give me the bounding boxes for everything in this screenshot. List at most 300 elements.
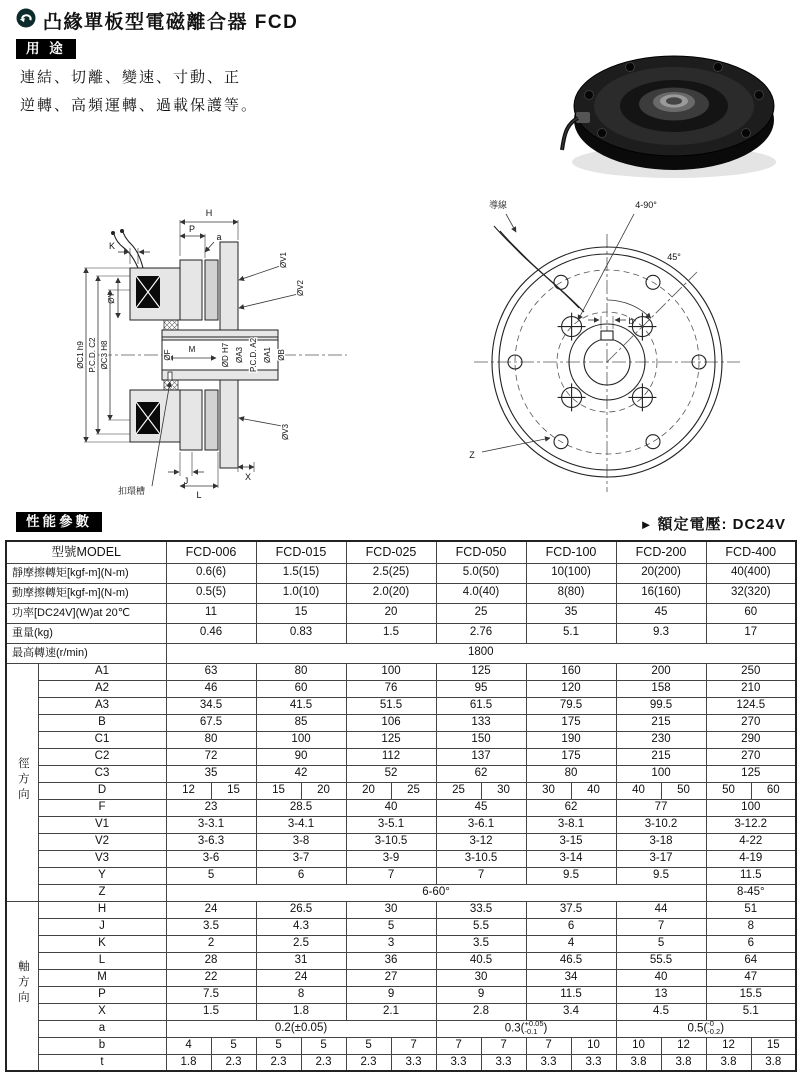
dimension-letter: b <box>38 1037 166 1054</box>
dimension-value: 46.5 <box>526 952 616 969</box>
dimension-row <box>6 884 796 901</box>
dimension-value: 3.3 <box>436 1054 481 1071</box>
dim-A1: ØA1 <box>263 346 272 364</box>
dimension-value: 50 <box>706 782 751 799</box>
dimension-value: 1.8 <box>256 1003 346 1020</box>
dim-A2: P.C.D. A2 <box>249 337 258 373</box>
dimension-row <box>6 697 796 714</box>
spec-value: 20 <box>346 603 436 623</box>
spec-row <box>6 583 796 603</box>
dim-C3: ØC3 H8 <box>100 340 109 370</box>
dimension-value: 100 <box>706 799 796 816</box>
table-header-row <box>6 541 796 563</box>
model-name: FCD-200 <box>616 541 706 563</box>
dimension-value: 2.5 <box>256 935 346 952</box>
spec-value: 1.5 <box>346 623 436 643</box>
dimension-row <box>6 833 796 850</box>
dimension-letter: F <box>38 799 166 816</box>
dimension-value: 9.5 <box>526 867 616 884</box>
dimension-value: 5 <box>301 1037 346 1054</box>
dimension-value: 30 <box>346 901 436 918</box>
dimension-value: 60 <box>751 782 796 799</box>
dim-A3: ØA3 <box>235 346 244 364</box>
dim-a: a <box>216 232 222 242</box>
dimension-letter: C2 <box>38 748 166 765</box>
dimension-value: 3-17 <box>616 850 706 867</box>
dimension-value: 7 <box>436 1037 481 1054</box>
dimension-value: 3.5 <box>436 935 526 952</box>
dimension-value: 51 <box>706 901 796 918</box>
dim-C1: ØC1 h9 <box>76 341 85 369</box>
dimension-value: 5 <box>346 918 436 935</box>
dimension-value: 3-15 <box>526 833 616 850</box>
dimension-value: 3.4 <box>526 1003 616 1020</box>
usage-line-2: 逆轉、高頻運轉、過載保護等。 <box>20 97 259 114</box>
dimension-row <box>6 918 796 935</box>
dimension-value: 7 <box>436 867 526 884</box>
spec-row <box>6 643 796 663</box>
dimension-value: 0.5( -0 -0.2 ) <box>616 1020 796 1037</box>
spec-value: 0.83 <box>256 623 346 643</box>
spec-row-label: 功率[DC24V](W)at 20℃ <box>6 603 166 623</box>
page-header <box>16 7 298 34</box>
spec-value: 60 <box>706 603 796 623</box>
dimension-value: 3.8 <box>751 1054 796 1071</box>
dimension-value: 270 <box>706 748 796 765</box>
dimension-value: 3-5.1 <box>346 816 436 833</box>
dimension-value: 3-3.1 <box>166 816 256 833</box>
dim-C2: P.C.D. C2 <box>88 337 97 373</box>
angle-45-label: 45° <box>667 252 681 262</box>
dimension-value: 4.3 <box>256 918 346 935</box>
dimension-row <box>6 765 796 782</box>
snap-ring-label: 扣環槽 <box>118 486 146 496</box>
dimension-value: 215 <box>616 714 706 731</box>
dimension-letter: V2 <box>38 833 166 850</box>
rated-voltage-text: 額定電壓: DC24V <box>657 516 786 533</box>
dimension-value: 210 <box>706 680 796 697</box>
dimension-value: 175 <box>526 714 616 731</box>
dimension-value: 34 <box>526 969 616 986</box>
dimension-letter: M <box>38 969 166 986</box>
spec-value: 0.6(6) <box>166 563 256 583</box>
dimension-value: 3.5 <box>166 918 256 935</box>
dimension-value: 3.3 <box>481 1054 526 1071</box>
dimension-value: 20 <box>301 782 346 799</box>
dim-V1: ØV1 <box>279 251 288 269</box>
dimension-value: 31 <box>256 952 346 969</box>
dimension-value: 79.5 <box>526 697 616 714</box>
dimension-value: 0.3( +0.05 -0.1 ) <box>436 1020 616 1037</box>
dimension-value: 175 <box>526 748 616 765</box>
dimension-value: 30 <box>436 969 526 986</box>
dimension-value: 95 <box>436 680 526 697</box>
dim-K: K <box>108 241 116 251</box>
dimension-value: 3.8 <box>661 1054 706 1071</box>
dimension-value: 0.2(±0.05) <box>166 1020 436 1037</box>
dimension-value: 2.8 <box>436 1003 526 1020</box>
dim-b: b <box>628 316 634 326</box>
model-name: FCD-400 <box>706 541 796 563</box>
spec-value: 15 <box>256 603 346 623</box>
dimension-letter: C3 <box>38 765 166 782</box>
spec-value: 2.5(25) <box>346 563 436 583</box>
dimension-value: 72 <box>166 748 256 765</box>
page-title: 凸緣單板型電磁離合器 FCD <box>43 12 299 33</box>
dimension-value: 3-7 <box>256 850 346 867</box>
dimension-value: 3-6.1 <box>436 816 526 833</box>
spec-value: 2.76 <box>436 623 526 643</box>
dimension-value: 80 <box>166 731 256 748</box>
model-name: FCD-100 <box>526 541 616 563</box>
dimension-value: 4-22 <box>706 833 796 850</box>
dimension-value: 63 <box>166 663 256 680</box>
dimension-row <box>6 1054 796 1071</box>
dimension-value: 25 <box>436 782 481 799</box>
dimension-row <box>6 1020 796 1037</box>
dimension-row <box>6 748 796 765</box>
dimension-value: 22 <box>166 969 256 986</box>
dimension-row <box>6 714 796 731</box>
dimension-value: 33.5 <box>436 901 526 918</box>
dimension-row <box>6 986 796 1003</box>
dimension-value: 150 <box>436 731 526 748</box>
spec-value: 16(160) <box>616 583 706 603</box>
dimension-value: 2.3 <box>346 1054 391 1071</box>
dimension-value: 3.3 <box>391 1054 436 1071</box>
dimension-value: 6 <box>256 867 346 884</box>
dimension-value: 47 <box>706 969 796 986</box>
dimension-value: 7 <box>346 867 436 884</box>
spec-value: 0.46 <box>166 623 256 643</box>
dimension-value: 7 <box>616 918 706 935</box>
dimension-value: 80 <box>256 663 346 680</box>
dimension-value: 52 <box>346 765 436 782</box>
dim-L: L <box>196 490 202 500</box>
dimension-value: 215 <box>616 748 706 765</box>
spec-value: 35 <box>526 603 616 623</box>
dimension-value: 100 <box>256 731 346 748</box>
dimension-value: 90 <box>256 748 346 765</box>
dimension-row <box>6 663 796 680</box>
dimension-letter: Z <box>38 884 166 901</box>
dimension-value: 160 <box>526 663 616 680</box>
spec-table <box>5 540 797 1072</box>
dim-V2: ØV2 <box>296 279 305 297</box>
dimension-value: 106 <box>346 714 436 731</box>
wire-terminal <box>576 112 590 123</box>
spec-value: 5.1 <box>526 623 616 643</box>
dimension-value: 7 <box>481 1037 526 1054</box>
dimension-value: 7.5 <box>166 986 256 1003</box>
dimension-value: 67.5 <box>166 714 256 731</box>
dimension-letter: D <box>38 782 166 799</box>
dimension-value: 2.3 <box>256 1054 301 1071</box>
model-name: FCD-006 <box>166 541 256 563</box>
dimension-letter: H <box>38 901 166 918</box>
dimension-value: 3 <box>346 935 436 952</box>
dimension-value: 3-9 <box>346 850 436 867</box>
spec-value: 0.5(5) <box>166 583 256 603</box>
dimension-value: 15 <box>211 782 256 799</box>
dimension-value: 125 <box>436 663 526 680</box>
spec-row <box>6 623 796 643</box>
front-view-drawing <box>402 190 792 507</box>
dimension-value: 9.5 <box>616 867 706 884</box>
dimension-value: 1.8 <box>166 1054 211 1071</box>
dimension-value: 5.1 <box>706 1003 796 1020</box>
dimension-value: 11.5 <box>526 986 616 1003</box>
spec-row-label: 最高轉速(r/min) <box>6 643 166 663</box>
dim-Z: Z <box>469 450 475 460</box>
dimension-value: 5 <box>616 935 706 952</box>
dimension-value: 290 <box>706 731 796 748</box>
dimension-value: 9 <box>436 986 526 1003</box>
spec-value: 20(200) <box>616 563 706 583</box>
dimension-row <box>6 680 796 697</box>
dimension-value: 61.5 <box>436 697 526 714</box>
dimension-value: 4.5 <box>616 1003 706 1020</box>
spec-value: 5.0(50) <box>436 563 526 583</box>
product-photo <box>552 40 792 192</box>
dimension-value: 2.1 <box>346 1003 436 1020</box>
dimension-value: 3-14 <box>526 850 616 867</box>
dimension-value: 7 <box>526 1037 571 1054</box>
dimension-value: 5.5 <box>436 918 526 935</box>
spec-value: 8(80) <box>526 583 616 603</box>
cross-section-drawing <box>42 190 362 507</box>
dimension-value: 99.5 <box>616 697 706 714</box>
dimension-value: 24 <box>256 969 346 986</box>
radial-group-label <box>6 663 38 901</box>
spec-row-label: 重量(kg) <box>6 623 166 643</box>
spec-value: 9.3 <box>616 623 706 643</box>
hole-pattern-label: 4-90° <box>635 200 657 210</box>
dimension-letter: A3 <box>38 697 166 714</box>
dimension-value: 120 <box>526 680 616 697</box>
dimension-row <box>6 952 796 969</box>
dimension-value: 26.5 <box>256 901 346 918</box>
spec-row-label: 動摩擦轉矩[kgf-m](N-m) <box>6 583 166 603</box>
dimension-value: 23 <box>166 799 256 816</box>
dim-D: ØD H7 <box>221 342 230 368</box>
dimension-letter: C1 <box>38 731 166 748</box>
dimension-row <box>6 731 796 748</box>
dimension-value: 2.3 <box>301 1054 346 1071</box>
spec-row-label: 靜摩擦轉矩[kgf-m](N-m) <box>6 563 166 583</box>
spec-value: 10(100) <box>526 563 616 583</box>
dimension-letter: P <box>38 986 166 1003</box>
spec-value: 32(320) <box>706 583 796 603</box>
dim-H: H <box>205 208 213 218</box>
dimension-value: 250 <box>706 663 796 680</box>
snap-ring-groove <box>168 372 172 380</box>
lead-wire-label: 導線 <box>488 200 508 210</box>
dimension-row <box>6 1003 796 1020</box>
dimension-value: 55.5 <box>616 952 706 969</box>
dimension-value: 8 <box>706 918 796 935</box>
dimension-value: 3-12.2 <box>706 816 796 833</box>
dimension-value: 125 <box>346 731 436 748</box>
spec-table-body <box>6 541 796 1071</box>
dimension-value: 3.3 <box>571 1054 616 1071</box>
spec-value: 17 <box>706 623 796 643</box>
dim-Y: ØY <box>107 292 116 304</box>
dimension-value: 3-6 <box>166 850 256 867</box>
dimension-letter: Y <box>38 867 166 884</box>
dimension-letter: t <box>38 1054 166 1071</box>
dimension-letter: K <box>38 935 166 952</box>
dimension-value: 51.5 <box>346 697 436 714</box>
dimension-value: 11.5 <box>706 867 796 884</box>
dimension-value: 42 <box>256 765 346 782</box>
dimension-value: 37.5 <box>526 901 616 918</box>
dimension-value: 124.5 <box>706 697 796 714</box>
keyway <box>601 331 613 340</box>
dimension-value: 28.5 <box>256 799 346 816</box>
dimension-row <box>6 901 796 918</box>
dimension-value: 5 <box>346 1037 391 1054</box>
spec-value: 45 <box>616 603 706 623</box>
dimension-value: 112 <box>346 748 436 765</box>
dimension-value: 24 <box>166 901 256 918</box>
dim-J: J <box>183 476 189 486</box>
dimension-value: 4 <box>166 1037 211 1054</box>
dimension-value: 158 <box>616 680 706 697</box>
dimension-letter: J <box>38 918 166 935</box>
dimension-value: 80 <box>526 765 616 782</box>
dim-B: ØB <box>277 349 286 361</box>
dimension-value: 25 <box>391 782 436 799</box>
dimension-value: 40 <box>616 969 706 986</box>
dimension-row <box>6 782 796 799</box>
model-name: FCD-015 <box>256 541 346 563</box>
dimension-value: 4 <box>526 935 616 952</box>
dimension-value: 2.3 <box>211 1054 256 1071</box>
dimension-value: 34.5 <box>166 697 256 714</box>
spec-row <box>6 603 796 623</box>
dimension-value: 40.5 <box>436 952 526 969</box>
dimension-value: 3.8 <box>706 1054 751 1071</box>
dim-X: X <box>244 472 252 482</box>
dimension-value: 3-8.1 <box>526 816 616 833</box>
dimension-value: 6 <box>706 935 796 952</box>
rated-voltage <box>640 513 786 534</box>
dimension-value: 3-8 <box>256 833 346 850</box>
dimension-row <box>6 850 796 867</box>
dimension-value: 7 <box>391 1037 436 1054</box>
dimension-letter: A1 <box>38 663 166 680</box>
dimension-value: 6 <box>526 918 616 935</box>
model-column-header: 型號MODEL <box>6 541 166 563</box>
dimension-row <box>6 816 796 833</box>
dimension-value: 3.8 <box>616 1054 661 1071</box>
dimension-row <box>6 867 796 884</box>
dimension-value: 77 <box>616 799 706 816</box>
dimension-value: 76 <box>346 680 436 697</box>
usage-section-label: 用 途 <box>16 39 76 59</box>
dimension-value: 3-4.1 <box>256 816 346 833</box>
dimension-value: 125 <box>706 765 796 782</box>
dimension-value: 5 <box>256 1037 301 1054</box>
dimension-value: 100 <box>346 663 436 680</box>
dimension-letter: V1 <box>38 816 166 833</box>
dimension-value: 6-60° <box>166 884 706 901</box>
dimension-letter: A2 <box>38 680 166 697</box>
dimension-value: 3-10.5 <box>346 833 436 850</box>
model-name: FCD-050 <box>436 541 526 563</box>
dimension-value: 15.5 <box>706 986 796 1003</box>
dimension-letter: L <box>38 952 166 969</box>
dimension-value: 50 <box>661 782 706 799</box>
dim-V3: ØV3 <box>281 423 290 441</box>
group-label-text: 徑方向 <box>16 756 29 804</box>
dimension-value: 85 <box>256 714 346 731</box>
dimension-value: 3-18 <box>616 833 706 850</box>
dimension-value: 8 <box>256 986 346 1003</box>
dimension-value: 8-45° <box>706 884 796 901</box>
dimension-value: 3-10.2 <box>616 816 706 833</box>
dimension-value: 28 <box>166 952 256 969</box>
dim-F: ØF <box>163 349 172 361</box>
dimension-value: 5 <box>166 867 256 884</box>
model-name: FCD-025 <box>346 541 436 563</box>
dim-M: M <box>188 345 196 354</box>
dimension-value: 4-19 <box>706 850 796 867</box>
dimension-value: 15 <box>256 782 301 799</box>
usage-line-1: 連結、切離、變速、寸動、正 <box>20 69 242 86</box>
dimension-value: 137 <box>436 748 526 765</box>
dimension-value: 3.3 <box>526 1054 571 1071</box>
dimension-value: 46 <box>166 680 256 697</box>
spec-value: 40(400) <box>706 563 796 583</box>
spec-value: 4.0(40) <box>436 583 526 603</box>
dimension-value: 12 <box>166 782 211 799</box>
dimension-value: 230 <box>616 731 706 748</box>
dimension-value: 44 <box>616 901 706 918</box>
dimension-value: 27 <box>346 969 436 986</box>
dimension-value: 1.5 <box>166 1003 256 1020</box>
dimension-letter: V3 <box>38 850 166 867</box>
dimension-value: 5 <box>211 1037 256 1054</box>
dimension-row <box>6 969 796 986</box>
dimension-value: 200 <box>616 663 706 680</box>
dimension-row <box>6 799 796 816</box>
spec-row <box>6 563 796 583</box>
spec-value: 1.0(10) <box>256 583 346 603</box>
dimension-row <box>6 935 796 952</box>
dimension-value: 10 <box>571 1037 616 1054</box>
dimension-value: 40 <box>616 782 661 799</box>
performance-section-label: 性能參數 <box>16 512 102 532</box>
dimension-value: 2 <box>166 935 256 952</box>
dimension-letter: B <box>38 714 166 731</box>
arrow-right-icon: ► <box>639 517 654 532</box>
dimension-value: 20 <box>346 782 391 799</box>
spec-value: 1800 <box>166 643 796 663</box>
dimension-value: 36 <box>346 952 436 969</box>
spec-value: 11 <box>166 603 256 623</box>
dimension-value: 133 <box>436 714 526 731</box>
dimension-value: 3-10.5 <box>436 850 526 867</box>
spec-value: 2.0(20) <box>346 583 436 603</box>
group-label-text: 軸方向 <box>16 960 29 1007</box>
dimension-row <box>6 1037 796 1054</box>
dimension-value: 12 <box>661 1037 706 1054</box>
dimension-value: 64 <box>706 952 796 969</box>
dimension-value: 190 <box>526 731 616 748</box>
dimension-value: 3-6.3 <box>166 833 256 850</box>
